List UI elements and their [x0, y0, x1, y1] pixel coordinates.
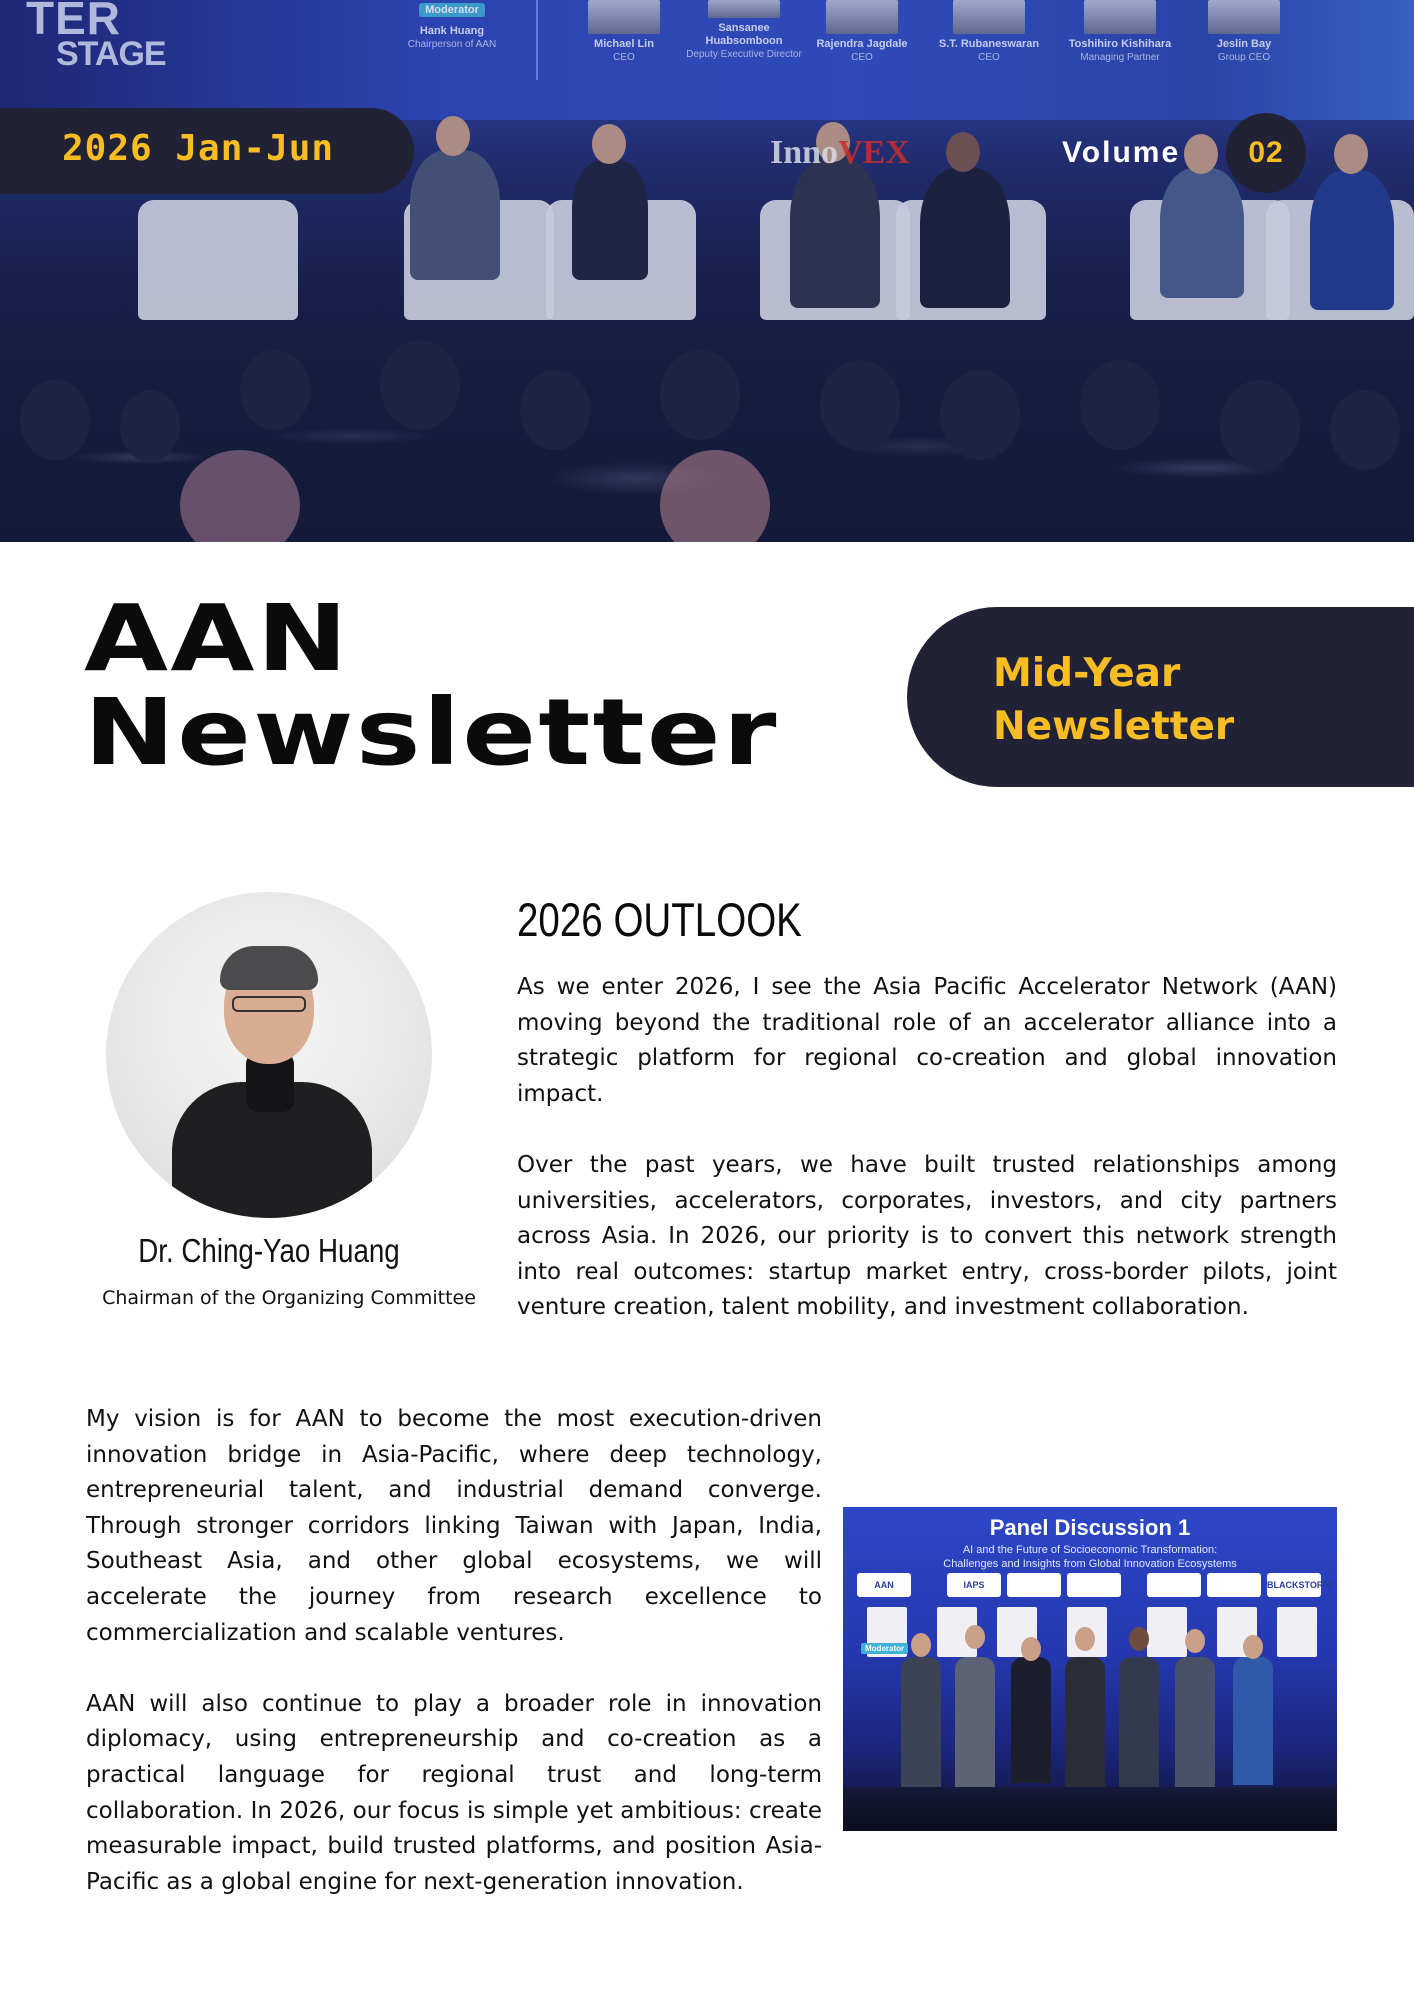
newsletter-title: AAN Newsletter	[84, 585, 779, 786]
paragraph: AAN will also continue to play a broader role in innovation diplomacy, using entrepreneurship and co-creation as a practical language for regional trust and long-term collaboration. In 2026, our focus is simple yet ambitious: create measurable impact, build trusted platforms, and position Asia-Pacific as a global engine for next-generation innovation.	[86, 1690, 822, 1895]
section-heading: 2026 OUTLOOK	[517, 893, 802, 946]
speaker-card: Sansanee Huabsomboon Deputy Executive Director	[664, 0, 824, 61]
paragraph: My vision is for AAN to become the most execution-driven innovation bridge in Asia-Pacific, where deep technology, entrepreneurial talent, and industrial demand converge. Through stronger corridors linking Taiwan with Japan, India, Southeast Asia, and other global ecosystems, we will accelerate the journey from research excellence to commercialization and scalable ventures.	[86, 1406, 822, 1646]
panel-title: Panel Discussion 1	[989, 1515, 1191, 1540]
date-range-badge	[0, 108, 414, 194]
speaker-card: Jeslin Bay Group CEO	[1184, 0, 1304, 64]
chairman-portrait	[106, 892, 432, 1218]
speaker-card: Toshihiro Kishihara Managing Partner	[1060, 0, 1180, 64]
panelist	[1065, 1657, 1105, 1793]
partner-logos: AAN IAPS BLACKSTORM	[857, 1573, 1323, 1599]
panelist	[1119, 1657, 1159, 1793]
event-logo: InnoVEX	[770, 134, 910, 171]
paragraph: As we enter 2026, I see the Asia Pacific Accelerator Network (AAN) moving beyond the traditional role of an accelerator alliance into a strategic platform for regional co-creation and global innovation impact.	[517, 974, 1337, 1107]
panelist	[1011, 1657, 1051, 1783]
photo-tint	[0, 0, 1414, 542]
speaker-card: Michael Lin CEO	[564, 0, 684, 64]
panelist	[1233, 1657, 1273, 1785]
moderator-badge: Moderator	[419, 3, 485, 17]
speaker-card: S.T. Rubaneswaran CEO	[929, 0, 1049, 64]
panel-subtitle: AI and the Future of Socioeconomic Transformation: Challenges and Insights from Global Innovation Ecosystems	[943, 1544, 1237, 1570]
volume-label: Volume	[1062, 136, 1181, 169]
hero-photo	[0, 0, 1414, 542]
stage-logo: TER STAGE	[26, 0, 166, 73]
profile-name: Dr. Ching-Yao Huang	[138, 1232, 400, 1269]
moderator-badge: Moderator	[861, 1643, 908, 1654]
panel-discussion-photo	[843, 1507, 1337, 1831]
paragraph: Over the past years, we have built trusted relationships among universities, accelerators, corporates, investors, and city partners across Asia. In 2026, our priority is to convert this network strength into real outcomes: startup market entry, cross-border pilots, joint venture creation, talent mobility, and investment collaboration.	[517, 1151, 1337, 1321]
mid-year-badge: Mid-Year Newsletter	[907, 607, 1414, 787]
profile-role: Chairman of the Organizing Committee	[102, 1287, 476, 1309]
panelist	[955, 1657, 995, 1797]
date-range: 2026 Jan-Jun	[62, 128, 335, 169]
speaker-card: Rajendra Jagdale CEO	[802, 0, 922, 64]
panelist	[1175, 1657, 1215, 1791]
panelist	[901, 1657, 941, 1787]
outlook-text	[517, 970, 1337, 1326]
volume-number-badge: 02	[1226, 113, 1306, 193]
vision-text	[86, 1402, 822, 1900]
speaker-card: Moderator Hank Huang Chairperson of AAN	[407, 4, 497, 50]
